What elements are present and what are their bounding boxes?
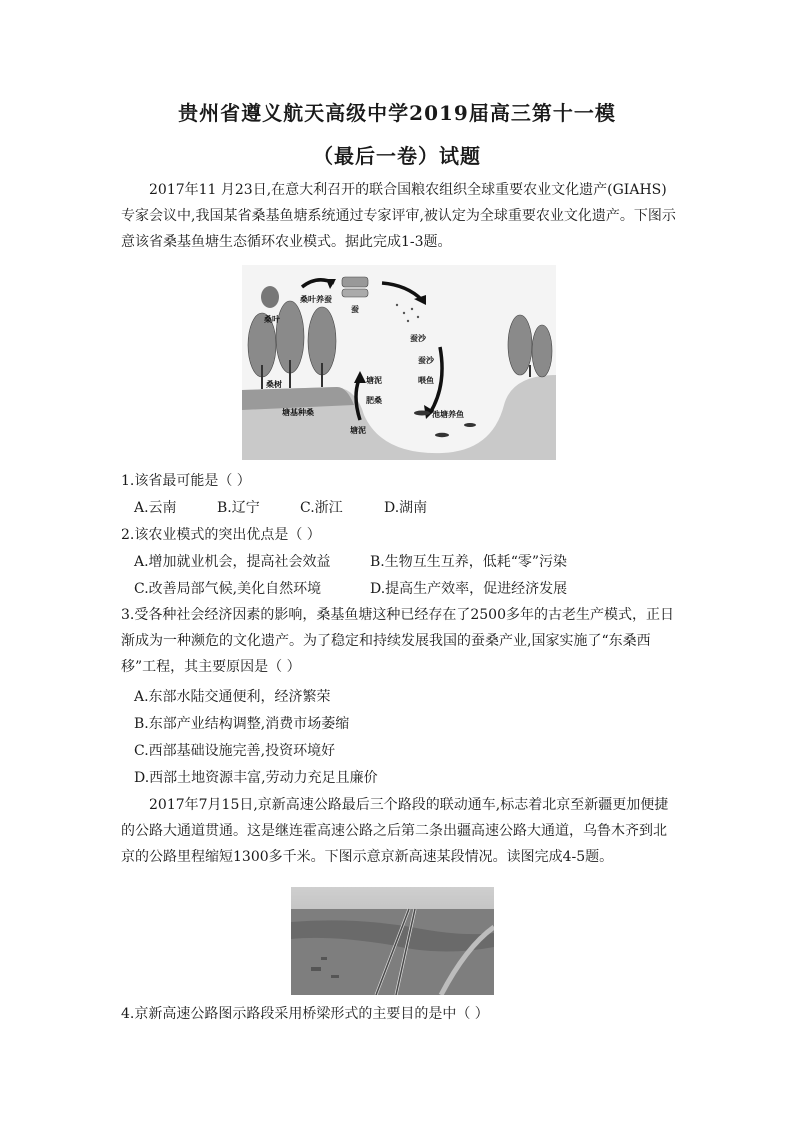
label-bank: 塘基种桑	[282, 408, 314, 417]
q3-stem: 3.受各种社会经济因素的影响，桑基鱼塘这种已经存在了2500多年的古老生产模式，正日渐成为一种濒危的文化遗产。为了稳定和持续发展我国的蚕桑产业,国家实施了“东桑西移”工程，其主要原因是（ ）	[121, 607, 674, 675]
label-leaf: 桑叶	[264, 315, 280, 324]
q1-option-a: A.云南	[134, 500, 177, 516]
q3-option-c: C.西部基础设施完善,投资环境好	[134, 743, 336, 759]
label-sand: 蚕沙	[410, 334, 426, 343]
label-fish: 池塘养鱼	[432, 410, 464, 419]
q4-stem: 4.京新高速公路图示路段采用桥梁形式的主要目的是中（ ）	[121, 1006, 489, 1022]
q3-option-a: A.东部水陆交通便利，经济繁荣	[134, 689, 331, 705]
page-title: 贵州省遵义航天高级中学2019届高三第十一模	[178, 101, 616, 125]
label-feed: 桑叶养蚕	[300, 295, 332, 304]
label-mud: 塘泥	[350, 426, 366, 435]
q3-option-b: B.东部产业结构调整,消费市场萎缩	[134, 716, 350, 732]
q2-option-d: D.提高生产效率，促进经济发展	[370, 581, 568, 597]
page-subtitle: （最后一卷）试题	[313, 144, 481, 168]
q1-stem: 1.该省最可能是（ ）	[121, 473, 251, 489]
label-silkworm: 蚕	[351, 305, 359, 314]
label-feedfish-2: 喂鱼	[418, 376, 434, 385]
q2-option-a: A.增加就业机会，提高社会效益	[134, 554, 331, 570]
label-mudfert-1: 塘泥	[366, 376, 382, 385]
highway-bridge-photo	[291, 887, 494, 995]
mulberry-fishpond-diagram	[242, 265, 556, 460]
q1-option-c: C.浙江	[300, 500, 343, 516]
q1-option-b: B.辽宁	[217, 500, 260, 516]
label-mudfert-2: 肥桑	[366, 396, 382, 405]
q2-stem: 2.该农业模式的突出优点是（ ）	[121, 527, 321, 543]
intro-paragraph-1: 2017年11 月23日,在意大利召开的联合国粮农组织全球重要农业文化遗产(GIAHS)专家会议中,我国某省桑基鱼塘系统通过专家评审,被认定为全球重要农业文化遗产。下图示意该省桑基鱼塘生态循环农业模式。据此完成1-3题。	[121, 182, 676, 250]
q2-option-c: C.改善局部气候,美化自然环境	[134, 581, 322, 597]
label-feedfish-1: 蚕沙	[418, 356, 434, 365]
q1-option-d: D.湖南	[384, 500, 428, 516]
label-tree: 桑树	[266, 380, 282, 389]
q3-option-d: D.西部土地资源丰富,劳动力充足且廉价	[134, 770, 378, 786]
q2-option-b: B.生物互生互养，低耗“零”污染	[370, 554, 568, 570]
intro-paragraph-2: 2017年7月15日,京新高速公路最后三个路段的联动通车,标志着北京至新疆更加便捷的公路大通道贯通。这是继连霍高速公路之后第二条出疆高速公路大通道，乌鲁木齐到北京的公路里程缩短1300多千米。下图示意京新高速某段情况。读图完成4-5题。	[121, 797, 669, 865]
